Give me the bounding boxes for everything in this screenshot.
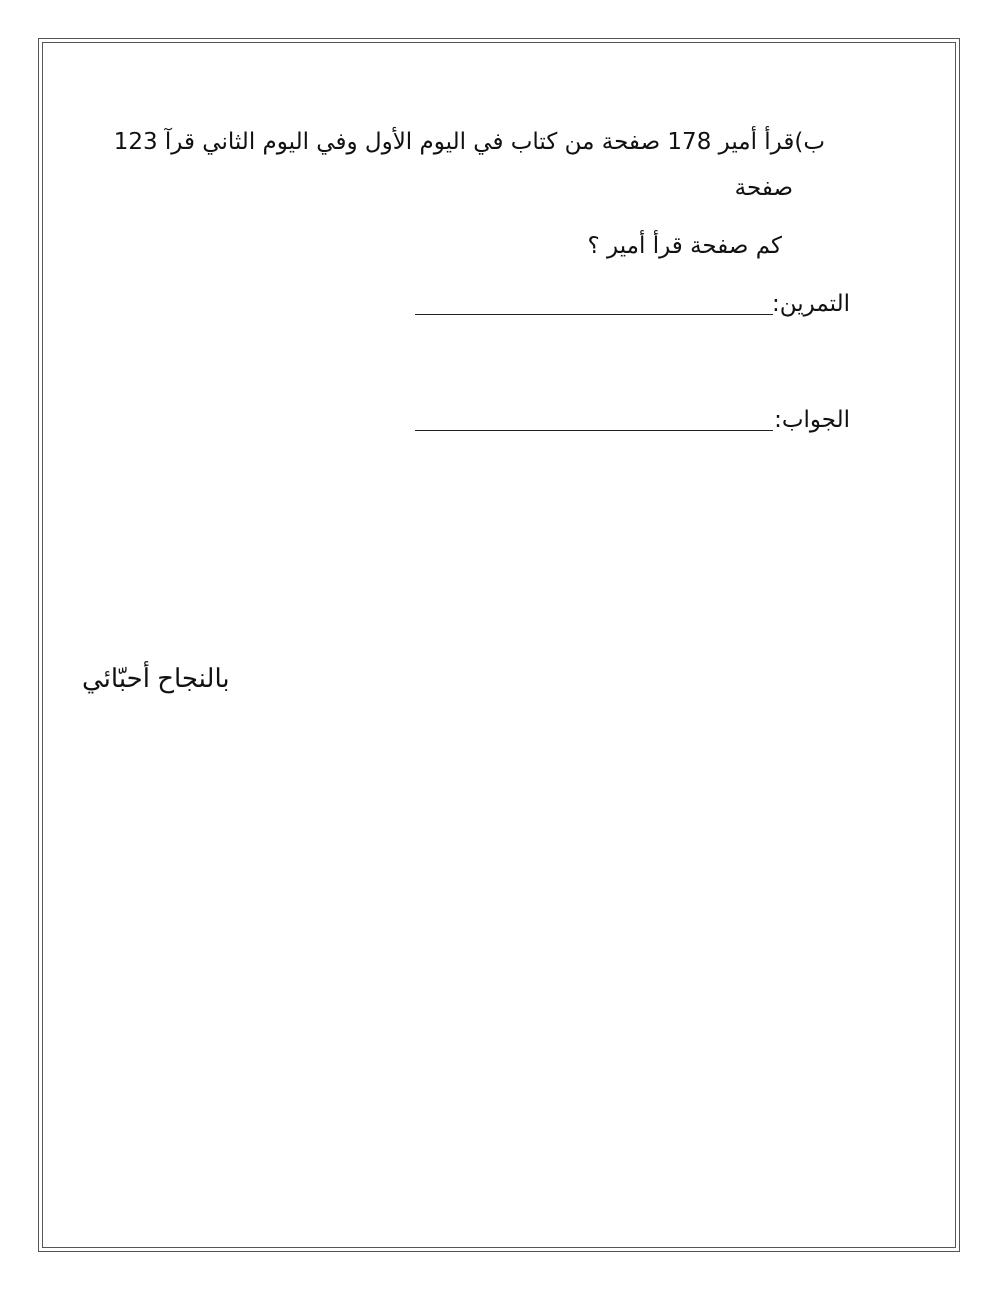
answer-label: الجواب: — [774, 407, 850, 433]
question-text-line-2: صفحة — [734, 175, 793, 201]
answer-line[interactable] — [415, 430, 773, 431]
question-prompt: كم صفحة قرأ أمير ؟ — [587, 233, 782, 259]
exercise-label: التمرين: — [772, 291, 850, 317]
exercise-answer-line[interactable] — [415, 314, 773, 315]
page-border-inner — [42, 42, 956, 1248]
question-text-line-1: ب)قرأ أمير 178 صفحة من كتاب في اليوم الأول وفي اليوم الثاني قرآ 123 — [113, 129, 825, 155]
closing-message: بالنجاح أحبّائي — [82, 663, 230, 693]
